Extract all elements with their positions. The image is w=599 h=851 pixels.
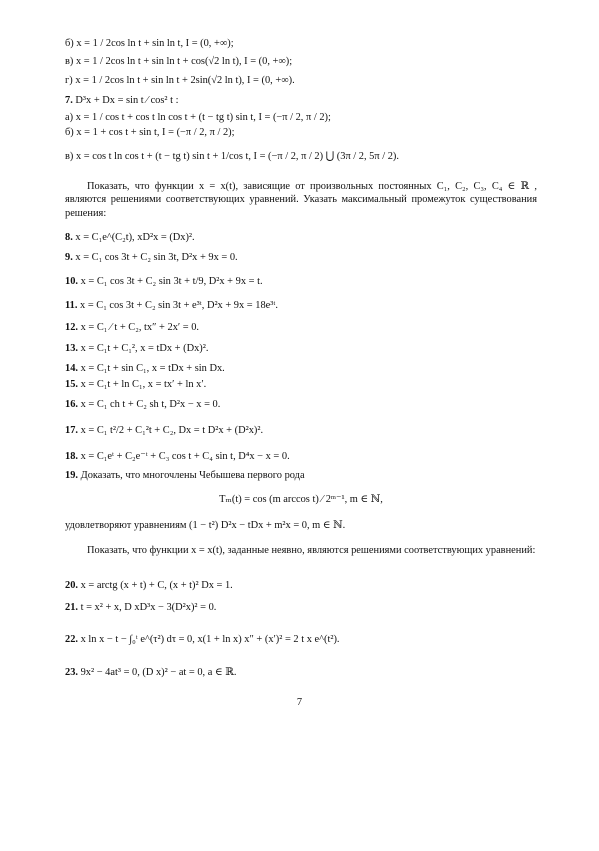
problem-text: x = C₁ cos 3t + C₂ sin 3t, D²x + 9x = 0. [75, 252, 238, 263]
item-v-top [65, 55, 292, 68]
problem-number: 13. [65, 343, 78, 354]
item-b-top [65, 37, 234, 50]
problem-text: x = C₁e^(C₂t), xD²x = (Dx)². [75, 232, 195, 243]
problem-7-item-b [65, 126, 234, 139]
problem-text: x = C₁t + C₁², x = tDx + (Dx)². [80, 343, 209, 354]
item-prefix: в) [65, 56, 74, 67]
problem-19-tail [65, 519, 345, 532]
problem-text: x = C₁t + ln C₁, x = tx′ + ln x′. [80, 379, 207, 390]
intro-text: Показать, что функции x = x(t), заданные неявно, являются решениями соответствующих уравнений: [87, 545, 536, 556]
problem-text: x = C₁ cos 3t + C₂ sin 3t + e³ᵗ, D²x + 9x = 18e³ᵗ. [80, 300, 278, 311]
problem-number: 12. [65, 322, 78, 333]
problem-14 [65, 362, 225, 375]
problem-10 [65, 275, 263, 288]
item-prefix: а) [65, 112, 74, 123]
problem-13 [65, 342, 208, 355]
problem-number: 18. [65, 451, 78, 462]
intro-paragraph-1 [65, 180, 537, 220]
problem-number: 11. [65, 300, 78, 311]
problem-9 [65, 251, 238, 264]
problem-15 [65, 378, 206, 391]
problem-7-header [65, 94, 179, 107]
problem-text: Доказать, что многочлены Чебышева первого рода [80, 470, 305, 481]
chebyshev-formula [65, 493, 537, 505]
item-prefix: б) [65, 127, 74, 138]
problem-text: x = C₁ cos 3t + C₂ sin 3t + t/9, D²x + 9x = t. [80, 276, 263, 287]
problem-8 [65, 231, 195, 244]
item-text: x = 1 / 2cos ln t + sin ln t + cos(√2 ln t), I = (0, +∞); [75, 56, 293, 67]
problem-21 [65, 601, 216, 614]
intro-text: Показать, что функции x = x(t), зависящие от произвольных постоянных C₁, C₂, C₃, C₄ ∈ ℝ , являются решениями соответствующих уравнений. Указать максимальный промежуток существования решения: [65, 181, 537, 219]
item-text: x = 1 / 2cos ln t + sin ln t + 2sin(√2 ln t), I = (0, +∞). [75, 75, 295, 86]
problem-17 [65, 424, 263, 437]
problem-number: 10. [65, 276, 78, 287]
item-text: x = cos t ln cos t + (t − tg t) sin t + 1/cos t, I = (−π / 2, π / 2) ⋃ (3π / 2, 5π / 2). [75, 151, 399, 162]
problem-7-item-v [65, 150, 399, 163]
problem-11 [65, 299, 278, 312]
problem-20 [65, 579, 233, 592]
problem-7-item-a [65, 111, 331, 124]
problem-number: 19. [65, 470, 78, 481]
problem-number: 23. [65, 667, 78, 678]
page-number: 7 [296, 697, 303, 708]
item-g-top [65, 74, 295, 87]
problem-number: 20. [65, 580, 78, 591]
problem-number: 15. [65, 379, 78, 390]
problem-number: 7. [65, 95, 73, 106]
problem-text: x = C₁ t²/2 + C₁²t + C₂, Dx = t D²x + (D²x)². [80, 425, 264, 436]
problem-18 [65, 450, 290, 463]
item-text: x = 1 / cos t + cos t ln cos t + (t − tg t) sin t, I = (−π / 2, π / 2); [75, 112, 331, 123]
problem-text: t = x² + x, D xD³x − 3(D²x)² = 0. [80, 602, 217, 613]
item-text: x = 1 / 2cos ln t + sin ln t, I = (0, +∞); [76, 38, 234, 49]
item-prefix: г) [65, 75, 73, 86]
problem-19 [65, 469, 305, 482]
item-prefix: б) [65, 38, 74, 49]
problem-text: x = arctg (x + t) + C, (x + t)² Dx = 1. [80, 580, 233, 591]
problem-number: 21. [65, 602, 78, 613]
problem-number: 14. [65, 363, 78, 374]
intro-paragraph-2 [65, 544, 537, 557]
problem-number: 16. [65, 399, 78, 410]
problem-text: x = C₁ ch t + C₂ sh t, D²x − x = 0. [80, 399, 221, 410]
tail-text: удовлетворяют уравнениям (1 − t²) D²x − tDx + m²x = 0, m ∈ ℕ. [65, 520, 346, 531]
formula-text: Tₘ(t) = cos (m arccos t) ⁄ 2ᵐ⁻¹, m ∈ ℕ, [219, 494, 383, 505]
problem-text: x = C₁eᵗ + C₂e⁻ᵗ + C₃ cos t + C₄ sin t, D⁴x − x = 0. [80, 451, 290, 462]
problem-number: 9. [65, 252, 73, 263]
problem-22 [65, 633, 340, 646]
problem-16 [65, 398, 220, 411]
problem-number: 8. [65, 232, 73, 243]
problem-number: 22. [65, 634, 78, 645]
problem-23 [65, 666, 237, 679]
problem-12 [65, 321, 199, 334]
item-text: x = 1 + cos t + sin t, I = (−π / 2, π / 2); [76, 127, 235, 138]
problem-text: x = C₁ ⁄ t + C₂, tx″ + 2x′ = 0. [80, 322, 200, 333]
problem-text: x ln x − t − ∫₀ᵗ e^(τ²) dτ = 0, x(1 + ln x) x″ + (x′)² = 2 t x e^(t²). [80, 634, 340, 645]
problem-number: 17. [65, 425, 78, 436]
problem-text: x = C₁t + sin C₁, x = tDx + sin Dx. [80, 363, 225, 374]
item-prefix: в) [65, 151, 74, 162]
problem-text: 9x² − 4at³ = 0, (D x)² − at = 0, a ∈ ℝ. [80, 667, 237, 678]
problem-equation: D³x + Dx = sin t ⁄ cos² t : [75, 95, 179, 106]
